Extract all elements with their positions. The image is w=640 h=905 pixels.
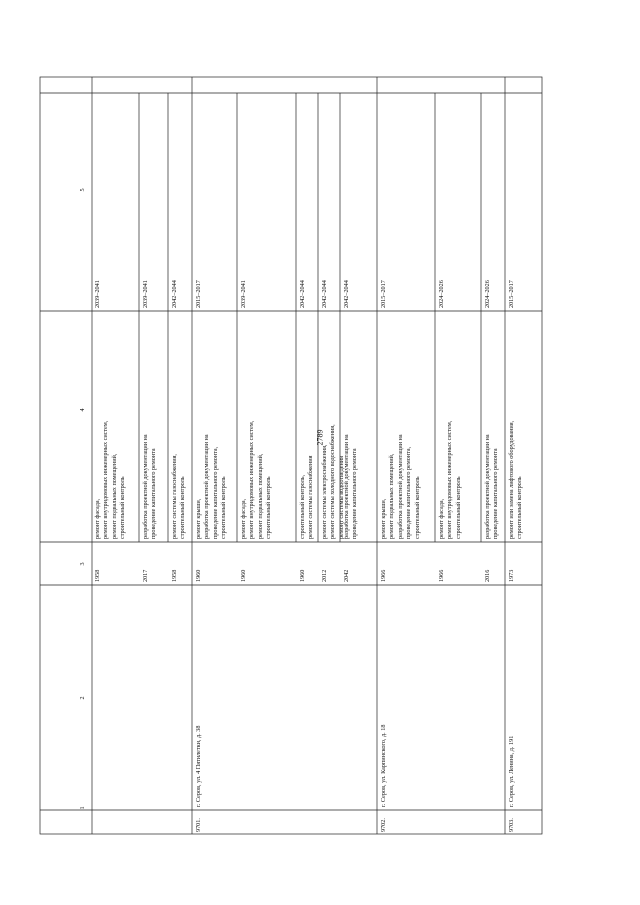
works-line: разработка проектной документации на xyxy=(142,434,149,539)
period-cell: 2042–2044 xyxy=(343,280,350,308)
period-cell: 2042–2044 xyxy=(299,280,306,308)
year-cell: 1958 xyxy=(94,569,101,582)
works-line: проведение капитального ремонта xyxy=(351,448,359,539)
works-line: ремонт подвальных помещений, xyxy=(256,453,264,539)
period-cell: 2039–2041 xyxy=(240,280,247,308)
year-cell: 1966 xyxy=(380,569,387,582)
period-cell: 2015–2017 xyxy=(380,280,387,308)
works-line: ремонт внутридомовых инженерных систем, xyxy=(446,420,454,539)
works-line: строительный контроль xyxy=(179,476,187,539)
year-cell: 1960 xyxy=(299,569,306,582)
works-cell xyxy=(94,421,128,539)
address: г. Серов, ул. Ленина, д. 191 xyxy=(508,735,515,807)
works-cell xyxy=(380,434,422,539)
works-line: ремонт системы электроснабжения, xyxy=(321,444,328,539)
works-line: строительный контроль xyxy=(265,476,273,539)
works-line: строительный контроль xyxy=(119,476,127,539)
works-line: ремонт системы водоотведения xyxy=(337,456,345,539)
works-cell xyxy=(343,434,360,539)
works-line: строительный контроль xyxy=(220,476,228,539)
works-line: строительный контроль xyxy=(516,476,524,539)
year-cell: 1960 xyxy=(195,569,202,582)
works-cell xyxy=(438,421,463,539)
works-cell xyxy=(171,454,188,539)
year-cell: 1966 xyxy=(438,569,445,582)
row-number: 9701. xyxy=(195,818,202,832)
row-number: 9702. xyxy=(380,818,387,832)
works-cell xyxy=(508,421,525,539)
works-line: строительный контроль xyxy=(454,476,462,539)
period-cell: 2024–2026 xyxy=(438,280,445,308)
year-cell: 1973 xyxy=(508,569,515,582)
works-line: разработка проектной документации на xyxy=(203,434,211,539)
header-col-1: 1 xyxy=(79,806,86,810)
works-cell xyxy=(240,421,274,539)
page-number: 2789 xyxy=(315,429,325,445)
header-col-3: 3 xyxy=(79,562,86,566)
works-line: ремонт внутридомовых инженерных систем, xyxy=(248,420,256,539)
period-cell: 2042–2044 xyxy=(321,280,328,308)
works-line: ремонт системы холодного водоснабжения, xyxy=(329,424,337,539)
works-cell xyxy=(299,456,316,539)
works-line: ремонт крыши, xyxy=(195,498,202,539)
works-line: ремонт или замена лифтового оборудования, xyxy=(508,420,515,539)
works-line: проведение капитального ремонта, xyxy=(405,446,413,539)
works-line: ремонт системы газоснабжения xyxy=(307,455,315,539)
period-cell: 2039–2041 xyxy=(94,280,101,308)
header-col-5: 5 xyxy=(79,188,86,192)
works-line: проведение капитального ремонта xyxy=(150,448,158,539)
works-line: ремонт подвальных помещений, xyxy=(388,453,396,539)
works-line: ремонт системы газоснабжения, xyxy=(171,454,178,539)
works-line: разработка проектной документации на xyxy=(396,434,404,539)
works-line: ремонт фасада, xyxy=(240,498,247,539)
works-line: ремонт фасада, xyxy=(94,498,101,539)
year-cell: 2042 xyxy=(343,569,350,582)
period-cell: 2024–2026 xyxy=(484,280,491,308)
works-line: ремонт фасада, xyxy=(438,498,445,539)
year-cell: 2017 xyxy=(142,569,149,582)
period-cell: 2042–2044 xyxy=(171,280,178,308)
address: г. Серов, ул. Карпинского, д. 18 xyxy=(380,724,387,807)
works-cell xyxy=(484,434,501,539)
year-cell: 2016 xyxy=(484,569,491,582)
works-line: ремонт внутридомовых инженерных систем, xyxy=(102,420,110,539)
works-line: ремонт подвальных помещений, xyxy=(110,453,118,539)
year-cell: 1960 xyxy=(240,569,247,582)
period-cell: 2015–2017 xyxy=(195,280,202,308)
works-cell xyxy=(195,434,229,539)
address: г. Серов, ул. 4 Пятилетки, д. 38 xyxy=(195,725,202,807)
works-line: разработка проектной документации на xyxy=(484,434,491,539)
header-col-2: 2 xyxy=(79,696,86,700)
works-line: разработка проектной документации на xyxy=(343,434,350,539)
period-cell: 2015–2017 xyxy=(508,280,515,308)
works-line: проведение капитального ремонта xyxy=(492,448,500,539)
year-cell: 1958 xyxy=(171,569,178,582)
works-line: ремонт крыши, xyxy=(380,498,387,539)
period-cell: 2039–2041 xyxy=(142,280,149,308)
works-line: проведение капитального ремонта, xyxy=(211,446,219,539)
header-col-4: 4 xyxy=(79,408,86,412)
works-line: строительный контроль xyxy=(413,476,421,539)
year-cell: 2012 xyxy=(321,569,328,582)
works-line: строительный контроль, xyxy=(299,474,306,539)
works-cell xyxy=(142,434,159,539)
row-number: 9703. xyxy=(508,818,515,832)
